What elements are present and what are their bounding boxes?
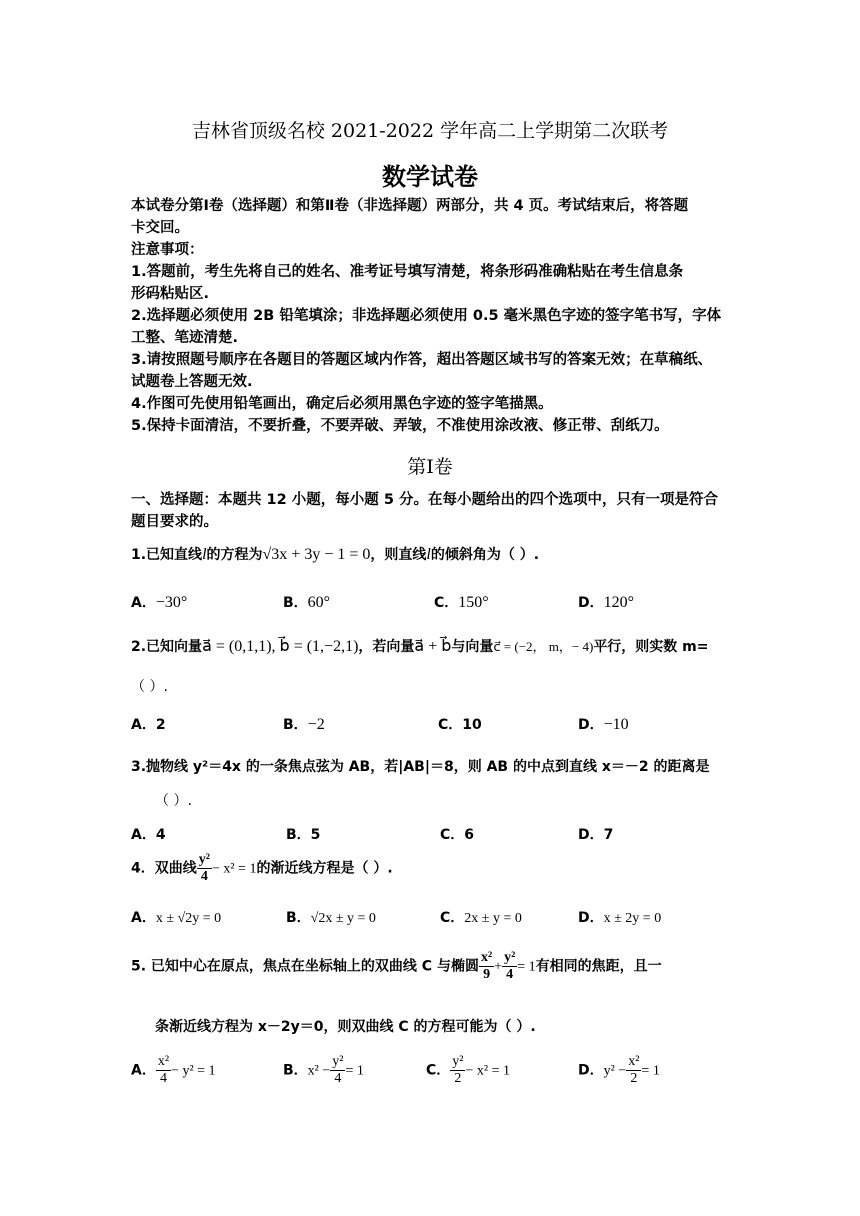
fraction-numerator: y²: [504, 950, 516, 965]
option-value: 150°: [458, 594, 489, 611]
q2-vectors: a⃗ = (0,1,1), b⃗ = (1,−2,1): [202, 638, 359, 655]
option-value: 6: [464, 827, 475, 843]
note-line: 形码粘贴区.: [131, 286, 210, 302]
notes-title: 注意事项：: [131, 242, 204, 258]
option-fraction: [626, 1054, 641, 1087]
note-line: 试题卷上答题无效.: [131, 374, 253, 390]
q1-option-a[interactable]: [131, 592, 187, 612]
option-label: B．: [286, 827, 311, 843]
option-fraction: [330, 1054, 345, 1087]
fraction-denominator: 2: [454, 1071, 462, 1086]
fraction-numerator: y²: [198, 852, 210, 867]
fraction-denominator: 4: [159, 1071, 167, 1086]
exam-subtitle: 数学试卷: [382, 163, 478, 191]
q3-option-d[interactable]: [578, 824, 613, 844]
q3-option-c[interactable]: [440, 824, 474, 844]
q2-text: 与向量: [451, 639, 494, 655]
option-value: 10: [462, 717, 482, 733]
intro-text: [131, 195, 721, 437]
var-l: l: [202, 546, 207, 563]
q4-option-d[interactable]: [578, 907, 661, 927]
option-value: x ± 2y = 0: [603, 911, 662, 926]
intro-line: 本试卷分第Ⅰ卷（选择题）和第Ⅱ卷（非选择题）两部分，共 4 页。考试结束后，将答题: [131, 198, 689, 214]
option-label: D．: [578, 595, 604, 611]
q2-sum: a⃗ + b⃗: [414, 638, 452, 655]
equals-one: = 1: [517, 959, 536, 975]
exam-title: 吉林省顶级名校 2021-2022 学年高二上学期第二次联考: [191, 120, 669, 142]
fraction-denominator: 4: [334, 1071, 342, 1086]
fraction-denominator: 4: [200, 869, 208, 884]
option-label: B．: [286, 910, 311, 926]
plus-sign: +: [494, 959, 503, 975]
q1-option-d[interactable]: [578, 592, 634, 612]
instruction-line: 题目要求的。: [131, 514, 218, 530]
q4-option-a[interactable]: [131, 907, 221, 927]
option-label: C．: [434, 595, 459, 611]
note-line: 3.请按照题号顺序在各题目的答题区域内作答，超出答题区域书写的答案无效；在草稿纸、: [131, 352, 713, 368]
note-line: 2.选择题必须使用 2B 铅笔填涂；非选择题必须使用 0.5 毫米黑色字迹的签字笔书写，字体: [131, 308, 722, 324]
option-fraction: [156, 1054, 171, 1087]
q4-text: 4．双曲线: [131, 860, 197, 877]
option-post: − x² = 1: [465, 1063, 510, 1079]
option-label: B．: [283, 595, 308, 611]
option-value: √2x ± y = 0: [310, 911, 376, 926]
question-1: [131, 544, 539, 564]
q2-vector-c: c⃗ = (−2， m，− 4): [493, 639, 594, 654]
q5-line-2: 条渐近线方程为 x－2y＝0，则双曲线 C 的方程可能为（ ）.: [155, 1019, 536, 1035]
q3-option-a[interactable]: [131, 824, 166, 844]
option-label: A．: [131, 1062, 156, 1079]
option-value: 60°: [307, 594, 331, 611]
q4-text: 的渐近线方程是（ ）.: [256, 860, 393, 877]
q5-text: 5. 已知中心在原点，焦点在坐标轴上的双曲线 C 与椭圆: [131, 958, 479, 975]
q4-option-c[interactable]: [440, 907, 522, 927]
instruction-line: 一、选择题：本题共 12 小题，每小题 5 分。在每小题给出的四个选项中，只有一项是符合: [131, 492, 718, 508]
q5-fraction-1: [479, 950, 494, 983]
q5-option-c[interactable]: [426, 1054, 510, 1087]
option-pre: y² −: [603, 1063, 627, 1079]
q2-text: 2.已知向量: [131, 639, 203, 655]
option-label: C．: [440, 827, 465, 843]
note-line: 1.答题前，考生先将自己的姓名、准考证号填写清楚，将条形码准确粘贴在考生信息条: [131, 264, 684, 280]
fraction-denominator: 9: [483, 967, 491, 982]
option-label: B．: [283, 717, 308, 733]
q5-fraction-2: [502, 950, 517, 983]
option-label: A．: [131, 827, 156, 843]
fraction-numerator: x²: [628, 1054, 640, 1069]
q2-option-a[interactable]: [131, 714, 166, 734]
option-value: 120°: [603, 594, 635, 611]
note-line: 4.作图可先使用铅笔画出，确定后必须用黑色字迹的签字笔描黑。: [131, 396, 553, 412]
option-label: B．: [283, 1062, 308, 1079]
fraction-numerator: x²: [157, 1054, 170, 1069]
option-post: − y² = 1: [171, 1063, 216, 1079]
q2-text: 平行，则实数 m=: [593, 639, 709, 655]
option-value: 5: [310, 827, 321, 843]
option-label: A．: [131, 910, 156, 926]
q4-fraction: [197, 852, 212, 885]
option-label: D．: [578, 827, 604, 843]
option-label: C．: [440, 910, 465, 926]
question-4: [131, 852, 393, 885]
q2-option-c[interactable]: [438, 714, 482, 734]
q1-text: 的倾斜角为（ ）.: [430, 547, 540, 563]
fraction-numerator: x²: [480, 950, 493, 965]
option-label: A．: [131, 595, 156, 611]
q2-text: ，若向量: [358, 639, 415, 655]
option-value: 7: [603, 827, 614, 843]
q5-option-d[interactable]: [578, 1054, 660, 1087]
fraction-numerator: y²: [332, 1054, 344, 1069]
section-instructions: [131, 489, 718, 533]
q3-paren: （ ）.: [155, 793, 192, 809]
q1-option-b[interactable]: [283, 592, 330, 612]
q1-equation: √3x + 3y − 1 = 0: [262, 546, 371, 563]
option-pre: x² −: [307, 1063, 331, 1079]
option-value: 4: [155, 827, 166, 843]
fraction-numerator: y²: [452, 1054, 464, 1069]
option-label: C．: [426, 1062, 451, 1079]
q5-text: 有相同的焦距，且一: [535, 958, 662, 975]
option-post: = 1: [641, 1063, 660, 1079]
q5-option-a[interactable]: [131, 1054, 216, 1087]
q1-text: 1.已知直线: [131, 547, 203, 563]
q4-equation-rest: − x² = 1: [211, 861, 257, 877]
intro-line: 卡交回。: [131, 220, 189, 236]
q5-option-b[interactable]: [283, 1054, 364, 1087]
option-post: = 1: [345, 1063, 364, 1079]
q4-option-b[interactable]: [286, 907, 376, 927]
q2-paren: （ ）.: [131, 679, 168, 695]
fraction-denominator: 4: [506, 967, 514, 982]
question-2: [131, 636, 709, 656]
option-value: 2x ± y = 0: [464, 911, 522, 926]
note-line: 5.保持卡面清洁，不要折叠，不要弄破、弄皱，不准使用涂改液、修正带、刮纸刀。: [131, 418, 669, 434]
option-label: D．: [578, 1062, 604, 1079]
question-3: 3.抛物线 y²＝4x 的一条焦点弦为 AB，若|AB|＝8，则 AB 的中点到直线 x＝－2 的距离是: [131, 759, 710, 775]
option-fraction: [450, 1054, 465, 1087]
question-5: [131, 950, 662, 983]
q1-option-c[interactable]: [434, 592, 489, 612]
option-value: 2: [155, 717, 166, 733]
note-line: 工整、笔迹清楚.: [131, 330, 239, 346]
q1-text: ，则直线: [370, 547, 427, 563]
option-value: −30°: [155, 594, 188, 611]
option-value: −2: [307, 716, 325, 733]
option-label: A．: [131, 717, 156, 733]
option-label: D．: [578, 910, 604, 926]
q2-option-d[interactable]: [578, 714, 629, 734]
q1-text: 的方程为: [206, 547, 263, 563]
q2-option-b[interactable]: [283, 714, 325, 734]
option-label: C．: [438, 717, 463, 733]
option-label: D．: [578, 717, 604, 733]
q3-option-b[interactable]: [286, 824, 320, 844]
option-value: x ± √2y = 0: [155, 911, 222, 926]
section-title: 第Ⅰ卷: [407, 456, 453, 478]
var-l: l: [426, 546, 431, 563]
fraction-denominator: 2: [630, 1071, 638, 1086]
option-value: −10: [603, 716, 629, 733]
